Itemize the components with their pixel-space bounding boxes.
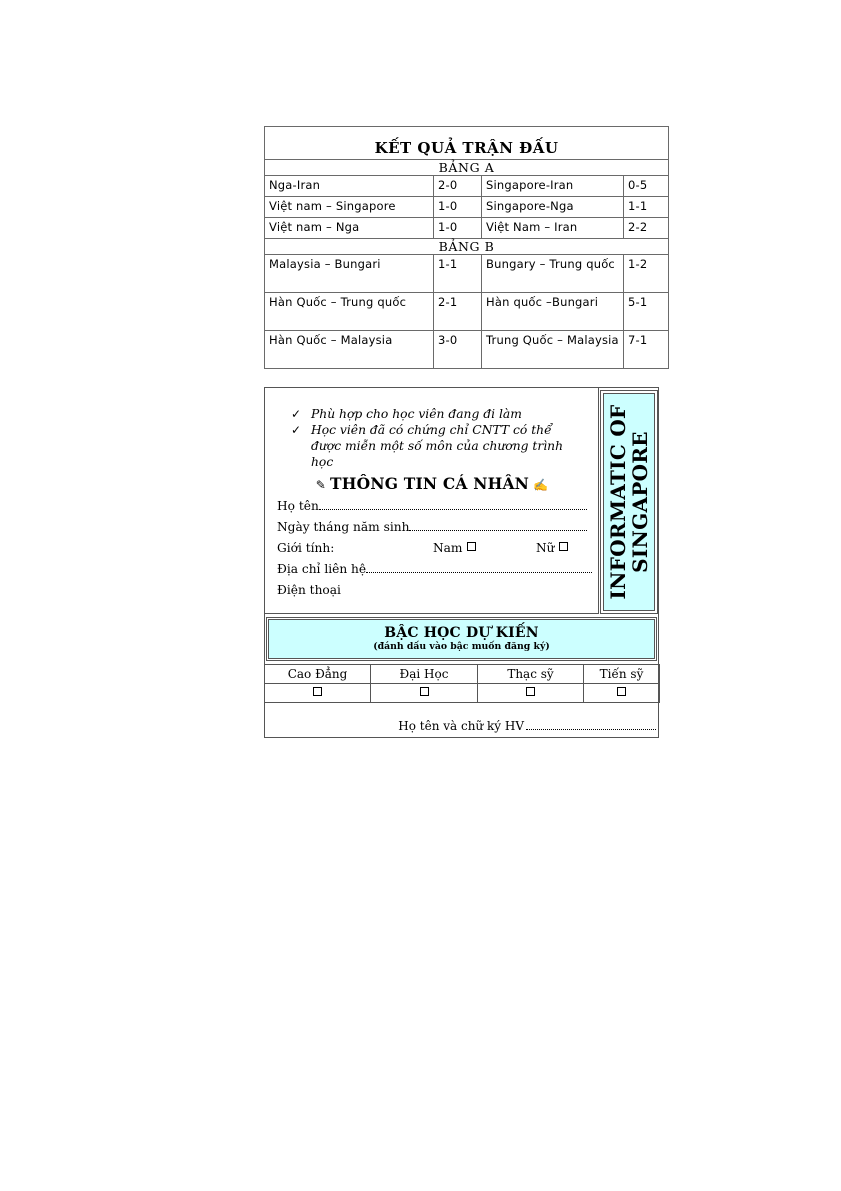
doctorate-checkbox[interactable]: [617, 687, 626, 696]
list-item: [291, 406, 581, 422]
score-cell: 3-0: [434, 331, 482, 369]
level-doctorate-cell: [584, 684, 660, 703]
table-row: [265, 684, 660, 703]
score-cell: 2-0: [434, 176, 482, 197]
male-checkbox[interactable]: [467, 542, 476, 551]
benefit-text: Phù hợp cho học viên đang đi làm: [311, 407, 522, 421]
match-cell: Hàn Quốc – Trung quốc: [265, 293, 434, 331]
signature-label: Họ tên và chữ ký HV: [398, 719, 524, 733]
match-cell: Việt Nam – Iran: [482, 218, 624, 239]
group-a-header: BẢNG A: [265, 160, 669, 176]
match-cell: Việt nam – Singapore: [265, 197, 434, 218]
table-row: [265, 197, 669, 218]
score-cell: 1-0: [434, 218, 482, 239]
address-dotted-line[interactable]: [366, 561, 592, 573]
table-row: [265, 255, 669, 293]
gender-female-option[interactable]: [536, 540, 568, 556]
score-cell: 1-1: [624, 197, 669, 218]
match-cell: Bungary – Trung quốc: [482, 255, 624, 293]
master-checkbox[interactable]: [526, 687, 535, 696]
signature-dotted-line[interactable]: [526, 718, 656, 730]
score-cell: 2-1: [434, 293, 482, 331]
table-row: [265, 176, 669, 197]
side-title-line1: INFORMATIC OF: [606, 404, 630, 600]
side-title-line2: SINGAPORE: [628, 431, 652, 573]
dob-label: Ngày tháng năm sinh: [277, 520, 410, 534]
phone-field[interactable]: [277, 582, 341, 598]
match-cell: Hàn Quốc – Malaysia: [265, 331, 434, 369]
match-cell: Nga-Iran: [265, 176, 434, 197]
address-label: Địa chỉ liên hệ: [277, 562, 367, 576]
gender-field: [277, 540, 334, 556]
table-row: [265, 218, 669, 239]
male-label: Nam: [433, 541, 463, 555]
score-cell: 1-1: [434, 255, 482, 293]
level-university-label: Đại Học: [371, 665, 478, 684]
score-cell: 7-1: [624, 331, 669, 369]
university-checkbox[interactable]: [420, 687, 429, 696]
personal-info-title: [265, 474, 599, 493]
level-college-label: Cao Đẳng: [265, 665, 371, 684]
personal-info-box: [265, 388, 599, 614]
registration-form: [264, 387, 659, 738]
score-cell: 1-2: [624, 255, 669, 293]
checkmark-icon: ✓: [291, 423, 302, 437]
table-row: [265, 665, 660, 684]
score-cell: 0-5: [624, 176, 669, 197]
phone-label: Điện thoại: [277, 583, 341, 597]
hand-left-icon: ✎: [315, 478, 327, 492]
match-cell: Hàn quốc –Bungari: [482, 293, 624, 331]
study-level-title: BẬC HỌC DỰ KIẾN: [384, 625, 539, 641]
match-cell: Singapore-Nga: [482, 197, 624, 218]
match-cell: Trung Quốc – Malaysia: [482, 331, 624, 369]
results-title: KẾT QUẢ TRẬN ĐẤU: [265, 127, 669, 160]
address-field[interactable]: [277, 561, 592, 577]
female-checkbox[interactable]: [559, 542, 568, 551]
study-level-subtitle: (đánh dấu vào bậc muốn đăng ký): [373, 641, 550, 652]
signature-field[interactable]: [265, 718, 656, 733]
dob-field[interactable]: [277, 519, 587, 535]
level-master-label: Thạc sỹ: [478, 665, 584, 684]
gender-male-option[interactable]: [433, 540, 476, 556]
table-row: [265, 331, 669, 369]
score-cell: 1-0: [434, 197, 482, 218]
dob-dotted-line[interactable]: [409, 519, 587, 531]
study-level-table: [264, 664, 660, 703]
table-row: [265, 293, 669, 331]
match-results-table: [264, 126, 669, 369]
score-cell: 5-1: [624, 293, 669, 331]
personal-info-title-text: THÔNG TIN CÁ NHÂN: [330, 474, 530, 493]
benefit-list: [291, 406, 581, 470]
gender-label: Giới tính:: [277, 541, 335, 555]
side-banner-inner: [603, 393, 655, 611]
benefit-text: Học viên đã có chứng chỉ CNTT có thể được miễn một số môn của chương trình học: [311, 423, 563, 469]
group-b-header: BẢNG B: [265, 239, 669, 255]
name-field[interactable]: [277, 498, 587, 514]
match-cell: Singapore-Iran: [482, 176, 624, 197]
match-cell: Việt nam – Nga: [265, 218, 434, 239]
score-cell: 2-2: [624, 218, 669, 239]
college-checkbox[interactable]: [313, 687, 322, 696]
side-banner-title: [607, 404, 651, 599]
level-college-cell: [265, 684, 371, 703]
level-university-cell: [371, 684, 478, 703]
study-level-header: [266, 617, 657, 661]
list-item: [291, 422, 581, 470]
hand-right-icon: ✍: [533, 478, 549, 492]
female-label: Nữ: [536, 541, 555, 555]
match-cell: Malaysia – Bungari: [265, 255, 434, 293]
side-banner: [600, 390, 658, 614]
level-master-cell: [478, 684, 584, 703]
name-label: Họ tên: [277, 499, 319, 513]
checkmark-icon: ✓: [291, 407, 302, 421]
name-dotted-line[interactable]: [319, 498, 587, 510]
level-doctorate-label: Tiến sỹ: [584, 665, 660, 684]
